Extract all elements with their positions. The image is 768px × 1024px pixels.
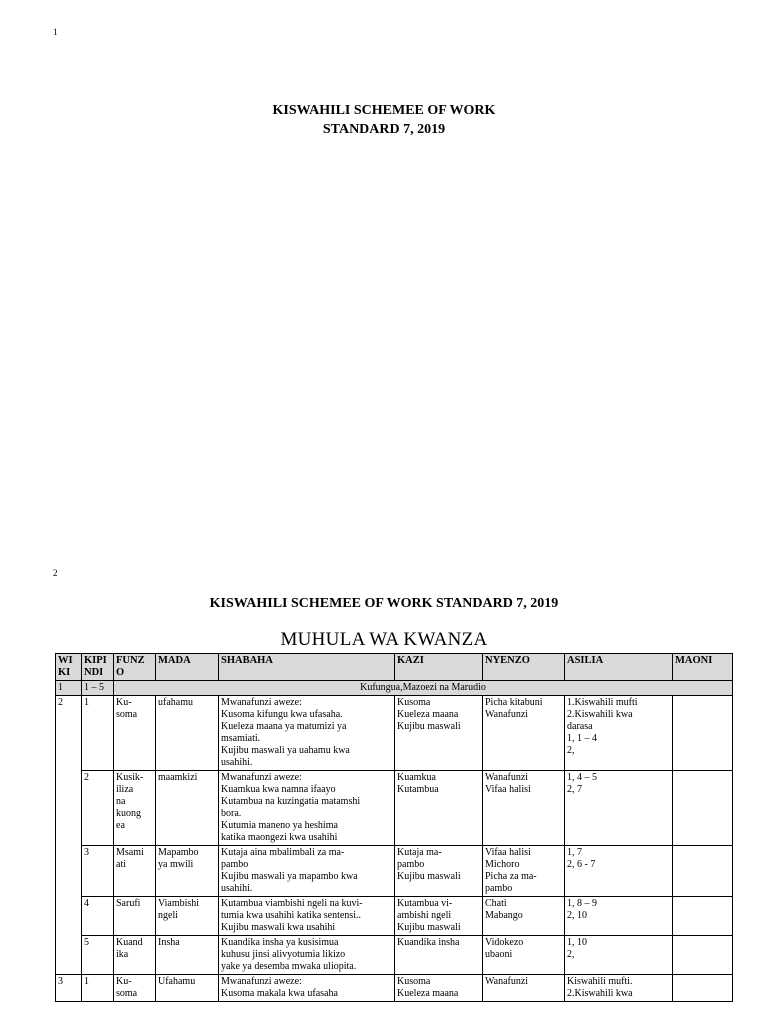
cell-wiki: 2 [56,696,82,975]
cell-line: Kutaja aina mbalimbali za ma- [221,847,345,858]
cell-funzo [114,771,156,846]
header-shabaha: SHABAHA [219,654,395,681]
cell-line: Kutambua vi- [397,898,453,909]
cell-nyenzo: Wanafunzi [483,975,565,1002]
cell-line: Kueleza maana [397,709,459,720]
cell-line: Wanafunzi [485,709,529,720]
cell-line: Kujibu maswali [397,721,461,732]
table-row [56,975,733,1002]
cell-kipindi: 1 [82,696,114,771]
cell-line: Kutambua [397,784,439,795]
cell-line: Kusoma [397,976,431,987]
cell-mada: ufahamu [156,696,219,771]
cell-line: Kueleza maana ya matumizi ya [221,721,347,732]
cell-line: Kueleza maana [397,988,459,999]
cell-line: Kujibu maswali [397,922,461,933]
cell-kazi [395,897,483,936]
cell-line: Msami [116,847,144,858]
cell-line: na [116,796,126,807]
table-header-row [56,654,733,681]
cell-maoni [673,771,733,846]
cell-funzo [114,975,156,1002]
cell-line: Mabango [485,910,523,921]
cell-mada: Ufahamu [156,975,219,1002]
cell-asilia [565,771,673,846]
cell-kazi [395,975,483,1002]
cell-line: 2, 7 [567,784,582,795]
cell-line: Kusoma makala kwa ufasaha [221,988,338,999]
cell-line: Ku- [116,976,132,987]
cell-maoni [673,936,733,975]
page-title: KISWAHILI SCHEMEE OF WORK STANDARD 7, 2019 [209,596,559,611]
cell-line: 1.Kiswahili mufti [567,697,638,708]
cell-funzo: Sarufi [114,897,156,936]
header-kipindi: KIPI NDI [82,654,114,681]
table-row [56,846,733,897]
cell-mada: Insha [156,936,219,975]
cell-funzo [114,846,156,897]
cell-line: ubaoni [485,949,513,960]
cell-line: Wanafunzi [485,772,529,783]
cell-line: tumia kwa usahihi katika sentensi.. [221,910,361,921]
week1-kipindi: 1 – 5 [82,681,114,696]
cell-line: Vidokezo [485,937,524,948]
cell-line: Picha za ma- [485,871,537,882]
cell-wiki: 3 [56,975,82,1002]
cell-shabaha [219,936,395,975]
cell-line: Mwanafunzi aweze: [221,772,302,783]
cell-kipindi: 5 [82,936,114,975]
table-row [56,897,733,936]
cell-line: Kujibu maswali [397,871,461,882]
cell-asilia [565,975,673,1002]
cell-shabaha [219,771,395,846]
cell-asilia [565,696,673,771]
cell-kipindi: 4 [82,897,114,936]
cell-line: Kiswahili mufti. [567,976,633,987]
cell-kazi [395,696,483,771]
cell-nyenzo [483,897,565,936]
cell-nyenzo [483,696,565,771]
cell-line: bora. [221,808,242,819]
cell-line: Chati [485,898,507,909]
header-asilia: ASILIA [565,654,673,681]
cell-line: Kuand [116,937,143,948]
cell-line: pambo [221,859,249,870]
cell-shabaha [219,846,395,897]
cell-kazi [395,846,483,897]
cell-line: soma [116,709,138,720]
cell-line: 2, 6 - 7 [567,859,596,870]
cell-maoni [673,846,733,897]
week1-row [56,681,733,696]
table-row [56,696,733,771]
cell-line: Vifaa halisi [485,847,531,858]
cell-line: ika [116,949,129,960]
cell-line: kuong [116,808,141,819]
cell-line: darasa [567,721,593,732]
page-number-2: 2 [53,568,58,578]
cell-funzo [114,936,156,975]
cell-line: soma [116,988,138,999]
cell-kazi: Kuandika insha [395,936,483,975]
cell-line: ya mwili [158,859,194,870]
header-nyenzo: NYENZO [483,654,565,681]
header-maoni: MAONI [673,654,733,681]
scheme-table [55,653,733,1002]
cell-asilia [565,897,673,936]
cell-line: Mapambo [158,847,199,858]
cell-line: Ku- [116,697,132,708]
cell-line: 1, 4 – 5 [567,772,597,783]
cell-line: Kujibu maswali ya uahamu kwa [221,745,350,756]
cell-line: Kusik- [116,772,144,783]
cell-shabaha [219,897,395,936]
week1-title: Kufungua,Mazoezi na Marudio [114,681,733,696]
table-row [56,771,733,846]
header-kazi: KAZI [395,654,483,681]
cell-line: Kuandika insha ya kusisimua [221,937,339,948]
cell-kipindi: 1 [82,975,114,1002]
document-title-line1: KISWAHILI SCHEMEE OF WORK [272,103,496,118]
cell-kipindi: 2 [82,771,114,846]
cell-line: 2.Kiswahili kwa [567,988,633,999]
cell-line: 2, [567,745,575,756]
header-wiki: WI KI [56,654,82,681]
cell-mada [156,846,219,897]
cell-line: ambishi ngeli [397,910,452,921]
cell-line: usahihi. [221,757,253,768]
cell-maoni [673,975,733,1002]
cell-line: Kutambua na kuzingatia matamshi [221,796,361,807]
cell-line: Kutambua viambishi ngeli na kuvi- [221,898,363,909]
cell-maoni [673,897,733,936]
cell-line: katika maongezi kwa usahihi [221,832,338,843]
cell-mada: maamkizi [156,771,219,846]
cell-line: Mwanafunzi aweze: [221,697,302,708]
cell-line: Kusoma kifungu kwa ufasaha. [221,709,343,720]
header-mada: MADA [156,654,219,681]
cell-line: msamiati. [221,733,261,744]
cell-nyenzo [483,936,565,975]
cell-asilia [565,846,673,897]
cell-maoni [673,696,733,771]
cell-line: Kuamkua kwa namna ifaayo [221,784,336,795]
cell-line: Kujibu maswali ya mapambo kwa [221,871,358,882]
cell-line: Kutaja ma- [397,847,442,858]
cell-funzo [114,696,156,771]
cell-line: ngeli [158,910,178,921]
cell-line: Michoro [485,859,520,870]
cell-line: 2.Kiswahili kwa [567,709,633,720]
cell-line: Kusoma [397,697,431,708]
cell-line: yake ya desemba mwaka uliopita. [221,961,357,972]
header-funzo: FUNZ O [114,654,156,681]
cell-line: kuhusu jinsi alivyotumia likizo [221,949,346,960]
cell-kazi [395,771,483,846]
cell-line: Kutumia maneno ya heshima [221,820,338,831]
cell-line: Kuamkua [397,772,436,783]
cell-asilia [565,936,673,975]
cell-line: 1, 8 – 9 [567,898,597,909]
cell-line: usahihi. [221,883,253,894]
document-title-line2: STANDARD 7, 2019 [322,122,446,137]
cell-line: ea [116,820,125,831]
cell-line: Picha kitabuni [485,697,543,708]
cell-line: iliza [116,784,134,795]
week1-wiki: 1 [56,681,82,696]
cell-nyenzo [483,771,565,846]
cell-line: Vifaa halisi [485,784,531,795]
cell-shabaha [219,975,395,1002]
cell-line: Mwanafunzi aweze: [221,976,302,987]
cell-line: pambo [397,859,425,870]
cell-line: 2, [567,949,575,960]
page-number-1: 1 [53,27,58,37]
cell-line: Viambishi [158,898,200,909]
cell-line: 1, 10 [567,937,587,948]
cell-line: 1, 1 – 4 [567,733,597,744]
cell-mada [156,897,219,936]
table-row [56,936,733,975]
term-heading: MUHULA WA KWANZA [280,629,488,650]
cell-kipindi: 3 [82,846,114,897]
cell-nyenzo [483,846,565,897]
cell-line: Kujibu maswali kwa usahihi [221,922,336,933]
cell-line: ati [116,859,126,870]
cell-line: 1, 7 [567,847,582,858]
cell-shabaha [219,696,395,771]
cell-line: 2, 10 [567,910,587,921]
cell-line: pambo [485,883,513,894]
document-title [0,101,768,139]
